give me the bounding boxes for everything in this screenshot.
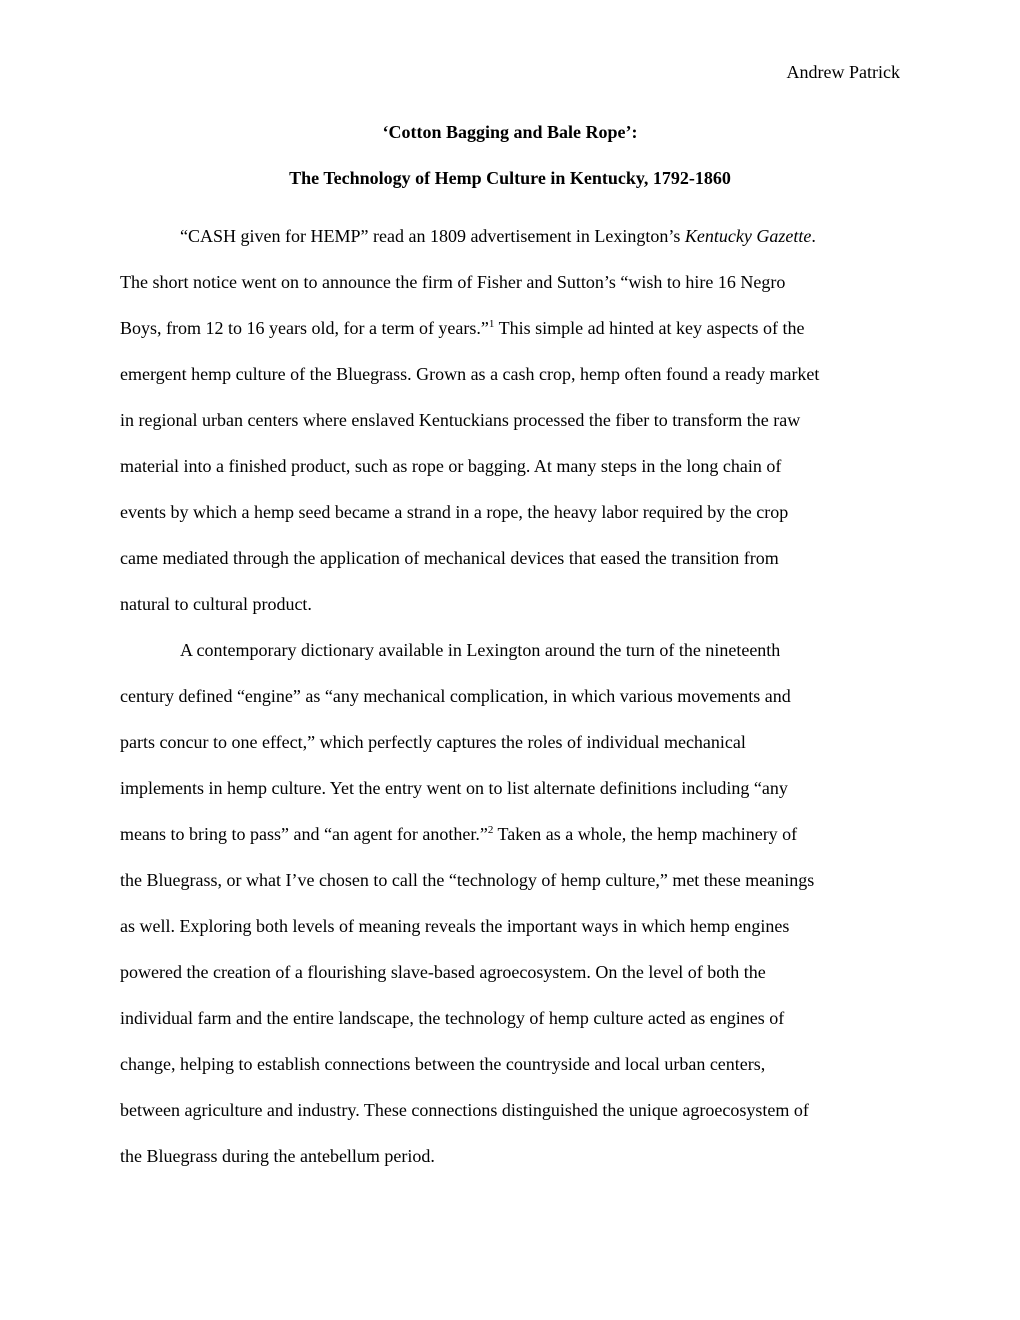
paragraph-line: A contemporary dictionary available in Lexington around the turn of the nineteenth — [180, 640, 781, 660]
line-text: This simple ad hinted at key aspects of the — [494, 318, 805, 338]
paragraph-line: implements in hemp culture. Yet the entry went on to list alternate definitions including “any — [120, 778, 788, 798]
paragraph-line — [120, 811, 900, 857]
paragraph-line: as well. Exploring both levels of meaning reveals the important ways in which hemp engines — [120, 916, 790, 936]
footnote-marker-2[interactable]: 2 — [487, 824, 494, 836]
paragraph-line: between agriculture and industry. These connections distinguished the unique agroecosystem of — [120, 1100, 809, 1120]
paragraph-line: emergent hemp culture of the Bluegrass. Grown as a cash crop, hemp often found a ready market — [120, 364, 820, 384]
paragraph-line: change, helping to establish connections between the countryside and local urban centers, — [120, 1054, 766, 1074]
paragraph-line: parts concur to one effect,” which perfectly captures the roles of individual mechanical — [120, 732, 746, 752]
paragraph-line — [120, 213, 900, 259]
paragraph-line: events by which a hemp seed became a strand in a rope, the heavy labor required by the crop — [120, 502, 789, 522]
title-line-2: The Technology of Hemp Culture in Kentucky, 1792-1860 — [289, 168, 731, 188]
paragraph-line — [120, 305, 900, 351]
paragraph-2 — [120, 627, 900, 1179]
title-line-1: ‘Cotton Bagging and Bale Rope’: — [382, 122, 638, 142]
paragraph-line: natural to cultural product. — [120, 594, 312, 614]
paragraph-line: powered the creation of a flourishing slave-based agroecosystem. On the level of both the — [120, 962, 766, 982]
line-text: Taken as a whole, the hemp machinery of — [493, 824, 798, 844]
footnote-marker-1[interactable]: 1 — [488, 318, 495, 330]
paragraph-1 — [120, 213, 900, 627]
line-text: “CASH given for HEMP” read an 1809 advertisement in Lexington’s — [180, 226, 685, 246]
line-text: . — [811, 226, 816, 246]
paragraph-line: the Bluegrass during the antebellum period. — [120, 1146, 435, 1166]
paragraph-line: The short notice went on to announce the firm of Fisher and Sutton’s “wish to hire 16 Negro — [120, 272, 786, 292]
header-author: Andrew Patrick — [786, 62, 900, 82]
paragraph-line: the Bluegrass, or what I’ve chosen to call the “technology of hemp culture,” met these meanings — [120, 870, 815, 890]
line-text: means to bring to pass” and “an agent for another.” — [120, 824, 488, 844]
line-text: Boys, from 12 to 16 years old, for a term of years.” — [120, 318, 489, 338]
body-text — [120, 213, 900, 1179]
newspaper-title: Kentucky Gazette — [684, 226, 812, 246]
paragraph-line: individual farm and the entire landscape, the technology of hemp culture acted as engines of — [120, 1008, 785, 1028]
paragraph-line: came mediated through the application of mechanical devices that eased the transition from — [120, 548, 779, 568]
paragraph-line: century defined “engine” as “any mechanical complication, in which various movements and — [120, 686, 791, 706]
paragraph-line: in regional urban centers where enslaved Kentuckians processed the fiber to transform the raw — [120, 410, 801, 430]
paragraph-line: material into a finished product, such as rope or bagging. At many steps in the long chain of — [120, 456, 782, 476]
